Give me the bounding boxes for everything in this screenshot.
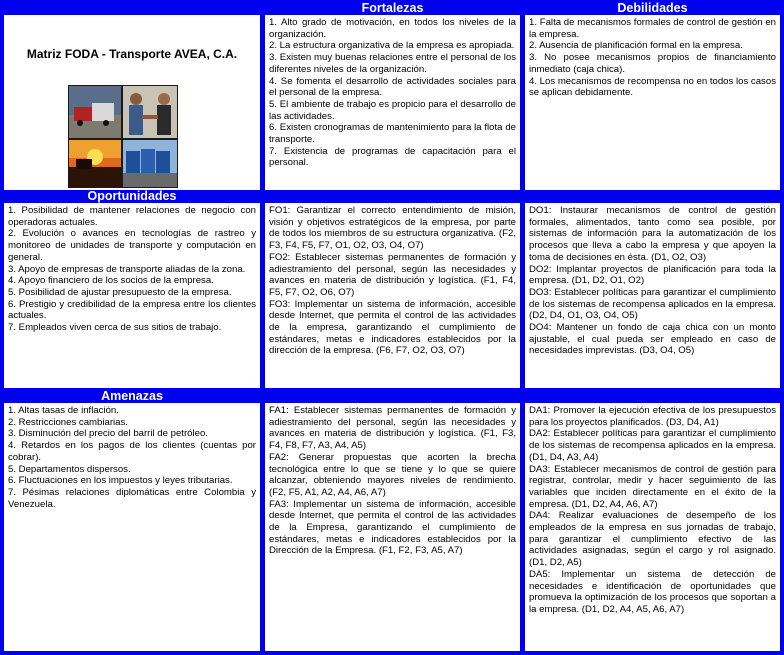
amenaza-item: 1. Altas tasas de inflación. xyxy=(8,405,119,416)
fortaleza-item: 3. Existen muy buenas relaciones entre el personal de los diferentes niveles de la organización. xyxy=(269,52,516,75)
do-strategy-item: DO4: Mantener un fondo de caja chica con un monto ajustable, el cual pueda ser empleado en caso de necesidades imprevistas. (D3, O4, O5) xyxy=(529,322,776,357)
da-strategy-item: DA4: Realizar evaluaciones de desempeño de los empleados de la empresa en sus jornadas de trabajo, para garantizar el cumplimiento efectivo de las actividades asignadas, según el cargo y rol asignado. (D1, D2, A5) xyxy=(529,510,776,569)
fa-strategy-item: FA2: Generar propuestas que acorten la brecha tecnológica entre lo que se tiene y lo que se quiere alcanzar, obteniendo mayores niveles de rendimiento. (F2, F5, A1, A2, A4, A6, A7) xyxy=(269,451,516,498)
da-cell xyxy=(525,403,780,651)
oportunidad-item: 2. Evolución o avances en tecnologías de rastreo y monitoreo de unidades de transporte y computación en general. xyxy=(8,228,256,263)
oportunidad-item: 7. Empleados viven cerca de sus sitios de trabajo. xyxy=(8,322,222,334)
oportunidades-list xyxy=(8,205,256,334)
amenazas-cell xyxy=(4,403,260,651)
debilidad-item: 2. Ausencia de planificación formal en la empresa. xyxy=(529,40,743,52)
do-cell xyxy=(525,203,780,388)
fa-strategy-item: FA1: Establecer sistemas permanentes de formación y adiestramiento del personal, según las necesidades y avances en materia de distribución y logística. (F1, F3, F4, F8, F7, A3, A4, A5) xyxy=(269,405,516,452)
amenaza-item: 2. Restricciones cambiarias. xyxy=(8,416,128,428)
fortaleza-item: 4. Se fomenta el desarrollo de actividades sociales para el personal de la empresa. xyxy=(269,75,516,99)
fortaleza-item: 1. Alto grado de motivación, en todos los niveles de la organización. xyxy=(269,17,516,40)
da-strategy-item: DA3: Establecer mecanismos de control de gestión para registrar, controlar, medir y hacer seguimiento de las variables que inciden directamente en el éxito de la empresa. (D1, D2, A4, A6, A7) xyxy=(529,463,776,510)
da-strategy-item: DA1: Promover la ejecución efectiva de los presupuestos para los proyectos planificados. (D3, D4, A1) xyxy=(529,405,776,428)
oportunidad-item: 3. Apoyo de empresas de transporte aliadas de la zona. xyxy=(8,263,246,275)
debilidades-list xyxy=(529,17,776,99)
debilidades-cell xyxy=(525,15,780,190)
debilidad-item: 3. No posee mecanismos propios de financiamiento inmediato (caja chica). xyxy=(529,52,776,75)
fo-cell xyxy=(265,203,520,388)
da-strategies-list xyxy=(529,405,776,616)
fo-strategy-item: FO3: Implementar un sistema de información, accesible desde Internet, que permita el control de las actividades de la empresa, garantizando el cumplimiento de estándares, metas e indicadores establecidos por la dirección de la empresa. (F6, F7, O2, O3, O7) xyxy=(269,298,516,357)
fortaleza-item: 6. Existen cronogramas de mantenimiento para la flota de transporte. xyxy=(269,122,516,146)
oportunidad-item: 5. Posibilidad de ajustar presupuesto de la empresa. xyxy=(8,286,232,298)
trucks-collage-photo xyxy=(68,85,178,188)
da-strategy-item: DA5: Implementar un sistema de detección de necesidades e identificación de oportunidades que promueva la optimización de los procesos que soportan a la empresa. (D1, D2, A4, A5, A6, A7) xyxy=(529,568,776,615)
do-strategy-item: DO2: Implantar proyectos de planificación para toda la empresa. (D1, D2, O1, O2) xyxy=(529,263,776,287)
amenaza-item: 4. Retardos en los pagos de los clientes (cuentas por cobrar). xyxy=(8,440,256,463)
do-strategy-item: DO3: Establecer políticas para garantizar el cumplimiento de los sistemas de recompensa aplicados en la empresa. (D2, D4, O1, O3, O4, O5) xyxy=(529,286,776,322)
debilidad-item: 4. Los mecanismos de recompensa no en todos los casos se aplican debidamente. xyxy=(529,75,776,99)
fo-strategies-list xyxy=(269,205,516,357)
do-strategies-list xyxy=(529,205,776,357)
fortalezas-list xyxy=(269,17,516,169)
amenazas-list xyxy=(8,405,256,510)
fortaleza-item: 2. La estructura organizativa de la empresa es apropiada. xyxy=(269,40,515,52)
fo-strategy-item: FO1: Garantizar el correcto entendimiento de misión, visión y objetivos estratégicos de la empresa, por parte de todos los miembros de su estructura organizativa. (F2, F3, F4, F5, F7, O1, O2, O3, O4, O7) xyxy=(269,205,516,252)
fa-cell xyxy=(265,403,520,651)
header-oportunidades: Oportunidades xyxy=(87,189,177,203)
page-title: Matriz FODA - Transporte AVEA, C.A. xyxy=(26,47,238,61)
oportunidad-item: 4. Apoyo financiero de los socios de la empresa. xyxy=(8,275,214,287)
header-debilidades: Debilidades xyxy=(617,1,688,15)
amenaza-item: 7. Pésimas relaciones diplomáticas entre Colombia y Venezuela. xyxy=(8,486,256,510)
amenaza-item: 5. Departamentos dispersos. xyxy=(8,463,131,475)
fa-strategies-list xyxy=(269,405,516,557)
do-strategy-item: DO1: Instaurar mecanismos de control de gestión formales, alimentados, tanto como sea posible, por sistemas de información para la automatización de los procesos que lleva a cabo la empresa y que apoyen la toma de decisiones en ésta. (D1, O2, O3) xyxy=(529,205,776,263)
fa-strategy-item: FA3: Implementar un sistema de información, accesible desde Internet, que permita el control de las actividades de la Empresa, garantizando el cumplimiento de estándares, metas e indicadores establecidos por la Dirección de la Empresa. (F1, F2, F3, A5, A7) xyxy=(269,498,516,557)
fortalezas-cell xyxy=(265,15,520,190)
amenaza-item: 6. Fluctuaciones en los impuestos y leyes tributarias. xyxy=(8,475,233,487)
debilidad-item: 1. Falta de mecanismos formales de control de gestión en la empresa. xyxy=(529,17,776,40)
amenaza-item: 3. Disminución del precio del barril de petróleo. xyxy=(8,428,208,440)
title-cell xyxy=(4,15,260,190)
fortaleza-item: 7. Existencia de programas de capacitación para el personal. xyxy=(269,145,516,169)
oportunidad-item: 6. Prestigio y credibilidad de la empresa entre los clientes actuales. xyxy=(8,298,256,322)
da-strategy-item: DA2: Establecer políticas para garantizar el cumplimiento de los sistemas de recompensa aplicados en la empresa. (D1, D4, A3, A4) xyxy=(529,428,776,463)
fortaleza-item: 5. El ambiente de trabajo es propicio para el desarrollo de las actividades. xyxy=(269,98,516,122)
header-amenazas: Amenazas xyxy=(101,389,163,403)
header-fortalezas: Fortalezas xyxy=(361,1,424,15)
oportunidades-cell xyxy=(4,203,260,388)
oportunidad-item: 1. Posibilidad de mantener relaciones de negocio con operadoras actuales. xyxy=(8,205,256,228)
fo-strategy-item: FO2: Establecer sistemas permanentes de formación y adiestramiento del personal, según las necesidades y avances en materia de distribución y logística. (F1, F4, F5, F7, O2, O6, O7) xyxy=(269,251,516,298)
